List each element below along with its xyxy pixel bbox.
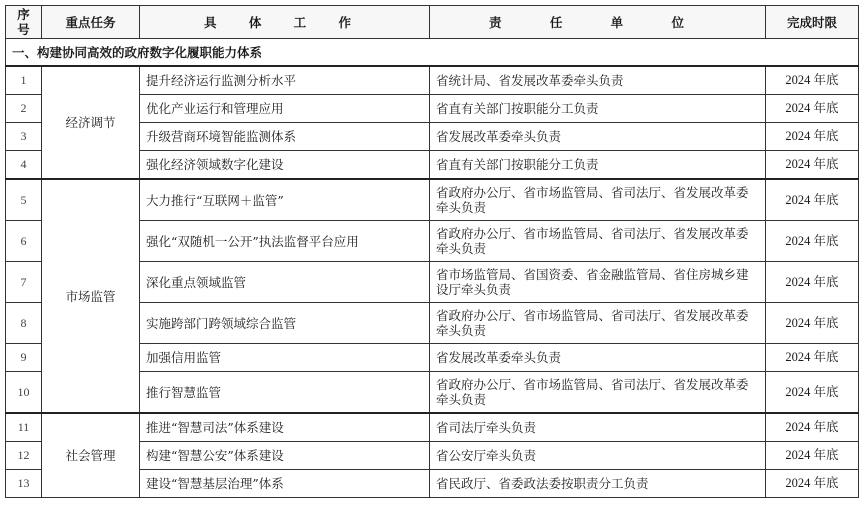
row-no: 4 [6,151,42,180]
row-unit: 省发展改革委牵头负责 [430,344,766,372]
row-unit: 省司法厅牵头负责 [430,413,766,442]
row-unit: 省直有关部门按职能分工负责 [430,151,766,180]
header-task: 重点任务 [42,6,140,39]
row-no: 1 [6,66,42,95]
row-deadline: 2024 年底 [766,221,859,262]
row-deadline: 2024 年底 [766,123,859,151]
header-row [6,6,859,39]
row-no: 13 [6,470,42,498]
row-unit: 省政府办公厅、省市场监管局、省司法厅、省发展改革委牵头负责 [430,372,766,414]
row-deadline: 2024 年底 [766,413,859,442]
row-no: 3 [6,123,42,151]
row-work: 建设“智慧基层治理”体系 [140,470,430,498]
row-unit: 省政府办公厅、省市场监管局、省司法厅、省发展改革委牵头负责 [430,303,766,344]
row-deadline: 2024 年底 [766,470,859,498]
row-no: 6 [6,221,42,262]
header-no: 序号 [6,6,42,39]
row-deadline: 2024 年底 [766,95,859,123]
row-unit: 省政府办公厅、省市场监管局、省司法厅、省发展改革委牵头负责 [430,221,766,262]
row-work: 强化“双随机一公开”执法监督平台应用 [140,221,430,262]
row-deadline: 2024 年底 [766,262,859,303]
row-work: 升级营商环境智能监测体系 [140,123,430,151]
row-unit: 省民政厅、省委政法委按职责分工负责 [430,470,766,498]
row-deadline: 2024 年底 [766,151,859,180]
section-title: 一、构建协同高效的政府数字化履职能力体系 [6,39,859,67]
row-no: 7 [6,262,42,303]
row-no: 11 [6,413,42,442]
row-deadline: 2024 年底 [766,66,859,95]
table-row [6,179,859,221]
task-group-cell: 经济调节 [42,66,140,179]
row-no: 9 [6,344,42,372]
row-work: 构建“智慧公安”体系建设 [140,442,430,470]
task-group-cell: 市场监管 [42,179,140,413]
row-work: 实施跨部门跨领域综合监管 [140,303,430,344]
row-work: 大力推行“互联网＋监管” [140,179,430,221]
row-no: 5 [6,179,42,221]
row-work: 推进“智慧司法”体系建设 [140,413,430,442]
row-unit: 省发展改革委牵头负责 [430,123,766,151]
row-deadline: 2024 年底 [766,344,859,372]
row-unit: 省政府办公厅、省市场监管局、省司法厅、省发展改革委牵头负责 [430,179,766,221]
row-no: 10 [6,372,42,414]
row-deadline: 2024 年底 [766,179,859,221]
section-row [6,39,859,67]
row-no: 2 [6,95,42,123]
row-work: 提升经济运行监测分析水平 [140,66,430,95]
row-work: 优化产业运行和管理应用 [140,95,430,123]
row-work: 加强信用监管 [140,344,430,372]
table-row [6,66,859,95]
row-work: 深化重点领域监管 [140,262,430,303]
row-deadline: 2024 年底 [766,303,859,344]
row-work: 推行智慧监管 [140,372,430,414]
table-row [6,413,859,442]
header-unit: 责 任 单 位 [430,6,766,39]
row-work: 强化经济领域数字化建设 [140,151,430,180]
row-deadline: 2024 年底 [766,372,859,414]
row-deadline: 2024 年底 [766,442,859,470]
row-unit: 省市场监管局、省国资委、省金融监管局、省住房城乡建设厅牵头负责 [430,262,766,303]
header-work: 具 体 工 作 [140,6,430,39]
row-no: 12 [6,442,42,470]
row-unit: 省直有关部门按职能分工负责 [430,95,766,123]
row-unit: 省统计局、省发展改革委牵头负责 [430,66,766,95]
row-unit: 省公安厅牵头负责 [430,442,766,470]
row-no: 8 [6,303,42,344]
task-group-cell: 社会管理 [42,413,140,498]
task-table [5,5,859,498]
header-deadline: 完成时限 [766,6,859,39]
